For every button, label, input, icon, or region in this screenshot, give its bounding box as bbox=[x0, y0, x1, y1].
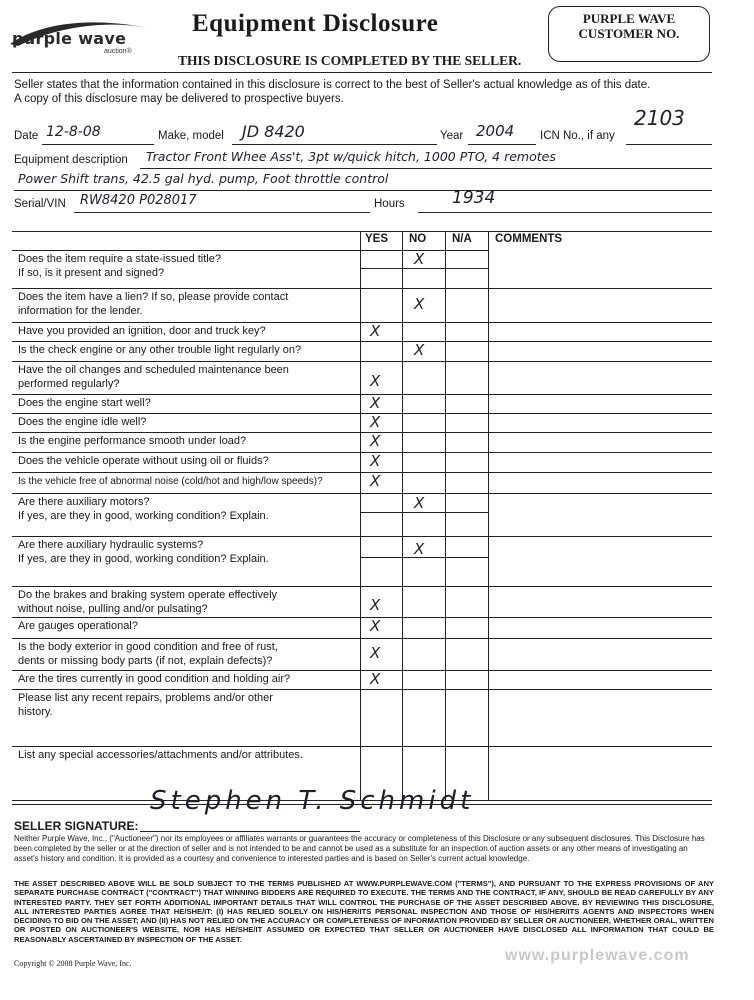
table-row-rule bbox=[12, 413, 712, 414]
table-row-rule bbox=[12, 322, 712, 323]
table-row-rule bbox=[12, 638, 712, 639]
intro-line-2: A copy of this disclosure may be delivered to prospective buyers. bbox=[14, 93, 344, 105]
question-text-continued: information for the lender. bbox=[18, 304, 143, 317]
brand-sub: auction® bbox=[104, 48, 132, 55]
make-model-line bbox=[232, 144, 437, 145]
signature-line bbox=[140, 831, 360, 832]
description-line-2 bbox=[14, 190, 712, 191]
page-title: Equipment Disclosure bbox=[192, 10, 439, 37]
brand-name: purple wave bbox=[12, 29, 127, 48]
answer-check-mark-yes[interactable]: X bbox=[370, 472, 381, 490]
make-model-value[interactable]: JD 8420 bbox=[242, 122, 305, 141]
answer-check-mark-yes[interactable]: X bbox=[370, 644, 381, 662]
question-row bbox=[18, 455, 353, 469]
question-row bbox=[18, 673, 353, 687]
question-text: Does the engine idle well? bbox=[18, 416, 147, 428]
description-line-1 bbox=[140, 168, 712, 169]
intro-line-1: Seller states that the information contained in this disclosure is correct to the best of Seller's actual knowledge as of this date. bbox=[14, 79, 651, 91]
question-row bbox=[18, 539, 353, 566]
question-text: Have you provided an ignition, door and truck key? bbox=[18, 325, 266, 337]
question-text-continued: If so, is it present and signed? bbox=[18, 266, 165, 279]
description-value-2[interactable]: Power Shift trans, 42.5 gal hyd. pump, Foot throttle control bbox=[18, 171, 389, 186]
copyright-text: Copyright © 2008 Purple Wave, Inc. bbox=[14, 959, 132, 968]
table-row-rule bbox=[12, 493, 712, 494]
table-top-rule bbox=[12, 231, 712, 232]
question-text: Is the engine performance smooth under load? bbox=[18, 435, 247, 447]
question-row bbox=[18, 435, 353, 449]
question-text-continued: history. bbox=[18, 705, 53, 718]
question-row bbox=[18, 416, 353, 430]
table-column-rule bbox=[360, 231, 361, 801]
icn-value[interactable]: 2103 bbox=[634, 106, 685, 130]
serial-label: Serial/VIN bbox=[14, 198, 66, 210]
answer-check-mark-no[interactable]: X bbox=[414, 540, 425, 558]
question-row bbox=[18, 475, 353, 489]
seller-signature-label: SELLER SIGNATURE: bbox=[14, 819, 139, 833]
answer-check-mark-yes[interactable]: X bbox=[370, 617, 381, 635]
question-text-continued: If yes, are they in good, working condition? Explain. bbox=[18, 552, 269, 565]
col-comments-header: COMMENTS bbox=[495, 233, 563, 245]
question-text: Are gauges operational? bbox=[18, 620, 138, 632]
answer-check-mark-no[interactable]: X bbox=[414, 250, 425, 268]
disclaimer-text: Neither Purple Wave, Inc., ("Auctioneer") nor its employees or affiliates warrants or guarantees the accuracy or completeness of this Disclosure or any subsequent disclosures. This Disclosure has been completed by the seller or at the direction of seller and is not intended to be and cannot be used as a substitute for an inspection of auction assets or any other means of investigating an asset's history and condition. It is provided as a courtesy and convenience to interested parties and is based on Seller's current actual knowledge. bbox=[14, 834, 705, 863]
table-column-rule bbox=[488, 231, 489, 801]
question-row bbox=[18, 253, 353, 280]
hours-line bbox=[418, 212, 712, 213]
table-row-rule bbox=[12, 586, 712, 587]
question-text: Does the item have a lien? If so, please provide contact bbox=[18, 291, 289, 303]
page-subtitle: THIS DISCLOSURE IS COMPLETED BY THE SELLER. bbox=[178, 53, 522, 68]
table-row-rule bbox=[12, 361, 712, 362]
answer-check-mark-yes[interactable]: X bbox=[370, 372, 381, 390]
question-row bbox=[18, 397, 353, 411]
intro-statement bbox=[14, 78, 734, 106]
table-sub-rule bbox=[360, 268, 488, 269]
question-text: Are there auxiliary hydraulic systems? bbox=[18, 539, 204, 551]
date-value[interactable]: 12-8-08 bbox=[46, 124, 101, 140]
question-text: Is the check engine or any other trouble light regularly on? bbox=[18, 344, 302, 356]
col-no-header: NO bbox=[409, 233, 427, 245]
question-text: Does the vehicle operate without using oil or fluids? bbox=[18, 455, 269, 467]
question-text: Do the brakes and braking system operate effectively bbox=[18, 589, 278, 601]
answer-check-mark-yes[interactable]: X bbox=[370, 394, 381, 412]
table-column-rule bbox=[445, 231, 446, 801]
question-text: Please list any recent repairs, problems and/or other bbox=[18, 692, 273, 704]
answer-check-mark-yes[interactable]: X bbox=[370, 432, 381, 450]
table-row-rule bbox=[12, 746, 712, 747]
question-row bbox=[18, 344, 353, 358]
question-text: Is the body exterior in good condition and free of rust, bbox=[18, 641, 278, 653]
question-text: Does the engine start well? bbox=[18, 397, 151, 409]
col-yes-header: YES bbox=[365, 233, 389, 245]
year-label: Year bbox=[440, 130, 464, 142]
question-text: Is the vehicle free of abnormal noise (cold/hot and high/low speeds)? bbox=[18, 476, 323, 487]
question-text: Are there auxiliary motors? bbox=[18, 496, 150, 508]
answer-check-mark-no[interactable]: X bbox=[414, 295, 425, 313]
question-row bbox=[18, 641, 353, 668]
hours-label: Hours bbox=[374, 198, 405, 210]
website-watermark[interactable]: www.purplewave.com bbox=[505, 947, 690, 964]
question-row bbox=[18, 749, 353, 763]
question-text-continued: If yes, are they in good, working condition? Explain. bbox=[18, 509, 269, 522]
table-sub-rule bbox=[360, 512, 488, 513]
icn-label: ICN No., if any bbox=[540, 130, 615, 142]
date-label: Date bbox=[14, 130, 39, 142]
question-text: List any special accessories/attachments and/or attributes. bbox=[18, 749, 303, 761]
terms-text: THE ASSET DESCRIBED ABOVE WILL BE SOLD SUBJECT TO THE TERMS PUBLISHED AT WWW.PURPLEWAVE.COM ("TERMS"), AND PURSUANT TO THE EXPRESS PROVISIONS OF ANY SEPARATE PURCHASE CONTRACT ("CONTRACT") THAT WINNING BIDDERS ARE REQUIRED TO EXECUTE. THE TERMS AND THE CONTRACT, IF ANY, SHOULD BE READ CAREFULLY BY ANY INTERESTED PARTY. THEY SET FORTH ADDITIONAL IMPORTANT DETAILS THAT WILL CONTROL THE PURCHASE OF THE ASSET DESCRIBED ABOVE. BY REVIEWING THIS DISCLOSURE, ALL INTERESTED PARTIES AGREE THAT HE/SHE/IT: (I) HAS RELIED SOLELY ON HIS/HER/ITS PERSONAL INSPECTION AND THOSE OF HIS/HER/ITS AGENTS AND INSPECTORS WHEN DECIDING TO BID ON THE ASSET; AND (II) HAS NOT RELIED ON THE ACCURACY OR COMPLETENESS OF INFORMATION PROVIDED BY SELLER OR AUCTIONEER, WHETHER ORAL, WRITTEN OR POSTED ON AUCTIONEER'S WEBSITE, NOR HAS HE/SHE/IT ASSUMED OR EXPECTED THAT SELLER OR AUCTIONEER HAVE DISCLOSED ALL INFORMATION THAT COULD BE REASONABLY ASCERTAINED BY INSPECTION OF THE ASSET. bbox=[14, 879, 714, 944]
answer-check-mark-yes[interactable]: X bbox=[370, 670, 381, 688]
table-row-rule bbox=[12, 432, 712, 433]
answer-check-mark-yes[interactable]: X bbox=[370, 322, 381, 340]
hours-value[interactable]: 1934 bbox=[452, 188, 496, 208]
table-row-rule bbox=[12, 452, 712, 453]
header-divider bbox=[12, 72, 712, 73]
question-row bbox=[18, 692, 353, 719]
question-row bbox=[18, 364, 353, 391]
table-row-rule bbox=[12, 341, 712, 342]
table-row-rule bbox=[12, 536, 712, 537]
icn-line bbox=[626, 144, 712, 145]
serial-value[interactable]: RW8420 P028017 bbox=[80, 193, 197, 208]
answer-check-mark-yes[interactable]: X bbox=[370, 413, 381, 431]
customer-no-label-2: CUSTOMER NO. bbox=[578, 26, 680, 41]
serial-line bbox=[74, 212, 370, 213]
date-line bbox=[42, 144, 154, 145]
year-line bbox=[468, 144, 536, 145]
answer-check-mark-yes[interactable]: X bbox=[370, 452, 381, 470]
question-text-continued: performed regularly? bbox=[18, 377, 120, 390]
question-text: Have the oil changes and scheduled maintenance been bbox=[18, 364, 289, 376]
question-row bbox=[18, 325, 353, 339]
question-row bbox=[18, 589, 353, 616]
customer-no-label-1: PURPLE WAVE bbox=[582, 11, 676, 26]
question-text-continued: dents or missing body parts (if not, explain defects)? bbox=[18, 654, 273, 667]
answer-check-mark-no[interactable]: X bbox=[414, 494, 425, 512]
table-column-rule bbox=[402, 231, 403, 801]
answer-check-mark-yes[interactable]: X bbox=[370, 596, 381, 614]
equipment-description-label: Equipment description bbox=[14, 154, 128, 166]
table-row-rule bbox=[12, 617, 712, 618]
customer-number-box bbox=[548, 6, 710, 62]
question-row bbox=[18, 291, 353, 318]
question-text: Does the item require a state-issued title? bbox=[18, 253, 221, 265]
question-row bbox=[18, 620, 353, 634]
answer-check-mark-no[interactable]: X bbox=[414, 341, 425, 359]
question-text: Are the tires currently in good condition and holding air? bbox=[18, 673, 291, 685]
question-text-continued: without noise, pulling and/or pulsating? bbox=[18, 602, 208, 615]
question-row bbox=[18, 496, 353, 523]
table-row-rule bbox=[12, 288, 712, 289]
table-row-rule bbox=[12, 670, 712, 671]
table-row-rule bbox=[12, 394, 712, 395]
col-na-header: N/A bbox=[452, 233, 472, 245]
make-model-label: Make, model bbox=[158, 130, 224, 142]
description-value-1[interactable]: Tractor Front Whee Ass't, 3pt w/quick hitch, 1000 PTO, 4 remotes bbox=[146, 149, 556, 164]
year-value[interactable]: 2004 bbox=[476, 122, 515, 140]
seller-signature[interactable]: Stephen T. Schmidt bbox=[150, 786, 475, 816]
table-row-rule bbox=[12, 689, 712, 690]
purple-wave-logo bbox=[8, 14, 158, 62]
table-row-rule bbox=[12, 472, 712, 473]
